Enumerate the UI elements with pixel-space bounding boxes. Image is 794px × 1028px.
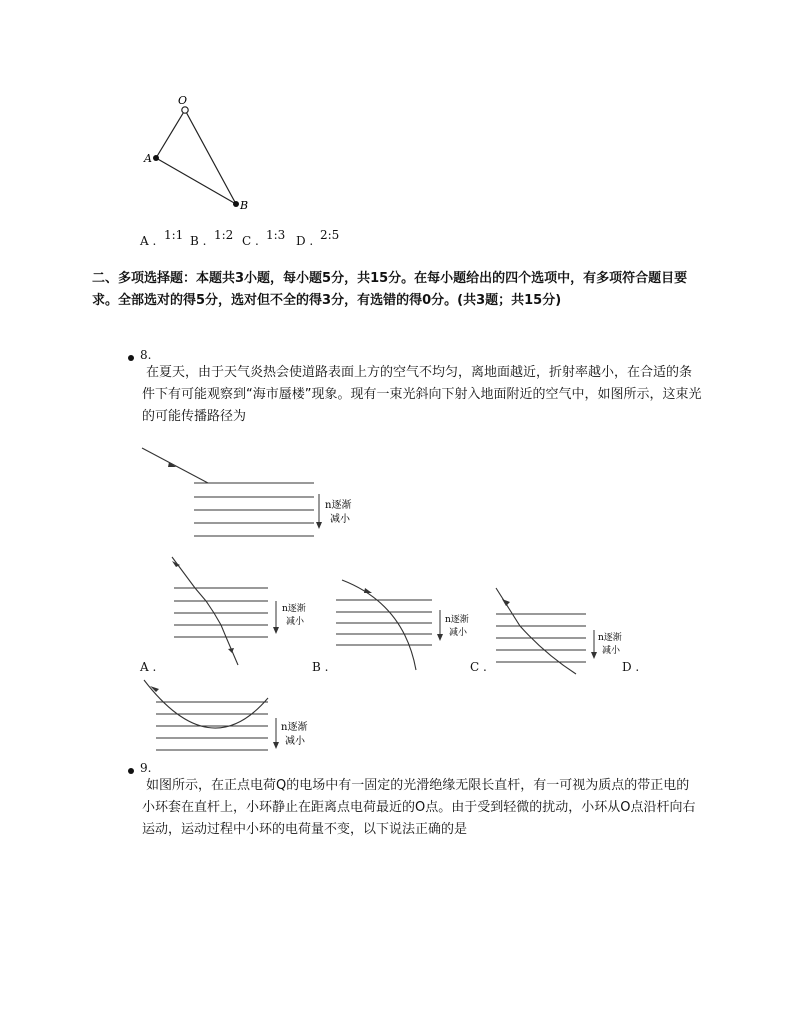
q8-option-d-figure[interactable] (140, 678, 330, 758)
q9-number: 9. (140, 761, 152, 775)
option-c-decrease-label: 减小 (602, 646, 621, 656)
q8-option-a-label[interactable]: A . (140, 660, 157, 674)
q8-main-n-label: n逐渐 (325, 500, 352, 511)
q8-option-b-figure[interactable] (334, 576, 484, 672)
triangle-figure (130, 90, 260, 215)
q9-bullet (128, 768, 134, 774)
q8-text: 在夏天，由于天气炎热会使道路表面上方的空气不均匀，离地面越近，折射率越小，在合适的条件下有可能观察到“海市蜃楼”现象。现有一束光斜向下射入地面附近的空气中，如图所示，这束光的可能传播路径为 (142, 365, 702, 424)
option-b-letter: B . (190, 234, 207, 248)
point-o-label: O (178, 94, 188, 107)
option-b-n-label: n逐渐 (445, 615, 469, 625)
option-d-letter: D . (296, 234, 314, 248)
option-d-decrease-label: 减小 (285, 736, 305, 747)
option-b-value: 1:2 (214, 228, 234, 242)
q8-number: 8. (140, 348, 152, 362)
q9-text: 如图所示，在正点电荷Q的电场中有一固定的光滑绝缘无限长直杆，有一可视为质点的带正电的小环套在直杆上，小环静止在距离点电荷最近的O点。由于受到轻微的扰动，小环从O点沿杆向右运动，运动过程中小环的电荷量不变，以下说法正确的是 (142, 778, 696, 837)
option-d-n-label: n逐渐 (281, 722, 308, 733)
q8-main-figure (138, 440, 368, 542)
option-d-value: 2:5 (320, 228, 340, 242)
option-a-letter: A . (140, 234, 157, 248)
q8-option-c-label[interactable]: C . (470, 660, 487, 674)
option-a-value: 1:1 (164, 228, 184, 242)
q8-option-a-figure[interactable] (160, 555, 325, 670)
q8-main-decrease-label: 减小 (330, 514, 350, 525)
point-a-label: A (144, 152, 152, 165)
option-c-n-label: n逐渐 (598, 633, 622, 643)
q8-bullet (128, 355, 134, 361)
option-a-n-label: n逐渐 (282, 604, 306, 614)
point-b-label: B (240, 199, 249, 212)
section-heading: 二、多项选择题：本题共3小题，每小题5分，共15分。在每小题给出的四个选项中，有多项符合题目要求。全部选对的得5分，选对但不全的得3分，有选错的得0分。(共3题；共15分) (92, 271, 688, 308)
q8-option-d-label[interactable]: D . (622, 660, 640, 674)
option-a-decrease-label: 减小 (286, 617, 305, 627)
option-c-letter: C . (242, 234, 259, 248)
q8-option-b-label[interactable]: B . (312, 660, 329, 674)
option-b-decrease-label: 减小 (449, 628, 468, 638)
option-c-value: 1:3 (266, 228, 286, 242)
q8-option-c-figure[interactable] (490, 586, 640, 686)
